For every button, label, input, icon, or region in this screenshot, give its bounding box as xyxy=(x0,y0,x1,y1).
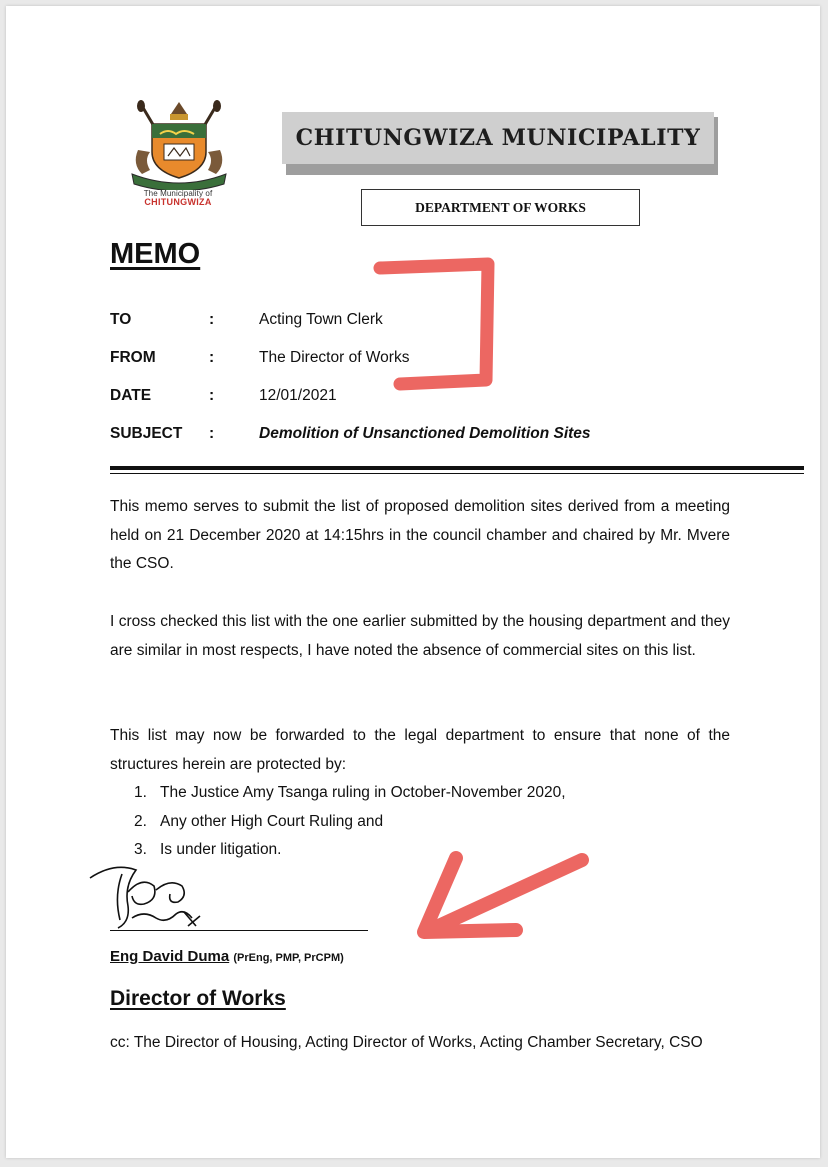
field-label-subject: SUBJECT xyxy=(110,425,183,442)
field-label-to: TO xyxy=(110,311,132,328)
signer-credentials: (PrEng, PMP, PrCPM) xyxy=(233,952,344,964)
department-box xyxy=(361,189,640,226)
municipality-banner xyxy=(282,112,714,164)
list-number: 1. xyxy=(134,784,147,801)
signer xyxy=(110,948,344,965)
handwritten-signature xyxy=(84,856,224,936)
field-value-date: 12/01/2021 xyxy=(259,387,337,404)
list-number: 2. xyxy=(134,813,147,830)
list-item: Any other High Court Ruling and xyxy=(160,813,384,830)
list-number: 3. xyxy=(134,841,147,858)
header-divider-thin xyxy=(110,473,804,474)
field-label-date: DATE xyxy=(110,387,152,404)
signer-title: Director of Works xyxy=(110,987,286,1010)
memo-title: MEMO xyxy=(110,238,201,270)
list-item: Is under litigation. xyxy=(160,841,282,858)
municipality-name: CHITUNGWIZA MUNICIPALITY xyxy=(295,125,701,151)
list-item: The Justice Amy Tsanga ruling in October-November 2020, xyxy=(160,784,566,801)
field-value-from: The Director of Works xyxy=(259,349,410,366)
signer-name: Eng David Duma xyxy=(110,948,230,965)
field-colon: : xyxy=(209,425,215,442)
crest-caption-name: CHITUNGWIZA xyxy=(144,197,212,207)
crest-caption-small: The Municipality of xyxy=(143,189,213,198)
field-label-from: FROM xyxy=(110,349,156,366)
paragraph-1: This memo serves to submit the list of proposed demolition sites derived from a meeting held on 21 December 2020 at 14:15hrs in the council chamber and chaired by Mr. Mvere the CSO. xyxy=(110,498,730,572)
field-colon: : xyxy=(209,311,215,328)
field-value-to: Acting Town Clerk xyxy=(259,311,383,328)
field-value-subject: Demolition of Unsanctioned Demolition Sites xyxy=(259,425,591,442)
memo-page xyxy=(6,6,820,1158)
cc-line: cc: The Director of Housing, Acting Director of Works, Acting Chamber Secretary, CSO xyxy=(110,1034,703,1051)
paragraph-3: This list may now be forwarded to the legal department to ensure that none of the structures herein are protected by: xyxy=(110,727,730,773)
paragraph-2: I cross checked this list with the one earlier submitted by the housing department and they are similar in most respects, I have noted the absence of commercial sites on this list. xyxy=(110,613,730,659)
field-colon: : xyxy=(209,387,215,404)
header-divider-thick xyxy=(110,466,804,470)
field-colon: : xyxy=(209,349,215,366)
signature-line xyxy=(110,930,368,931)
department-name: DEPARTMENT OF WORKS xyxy=(415,199,586,215)
